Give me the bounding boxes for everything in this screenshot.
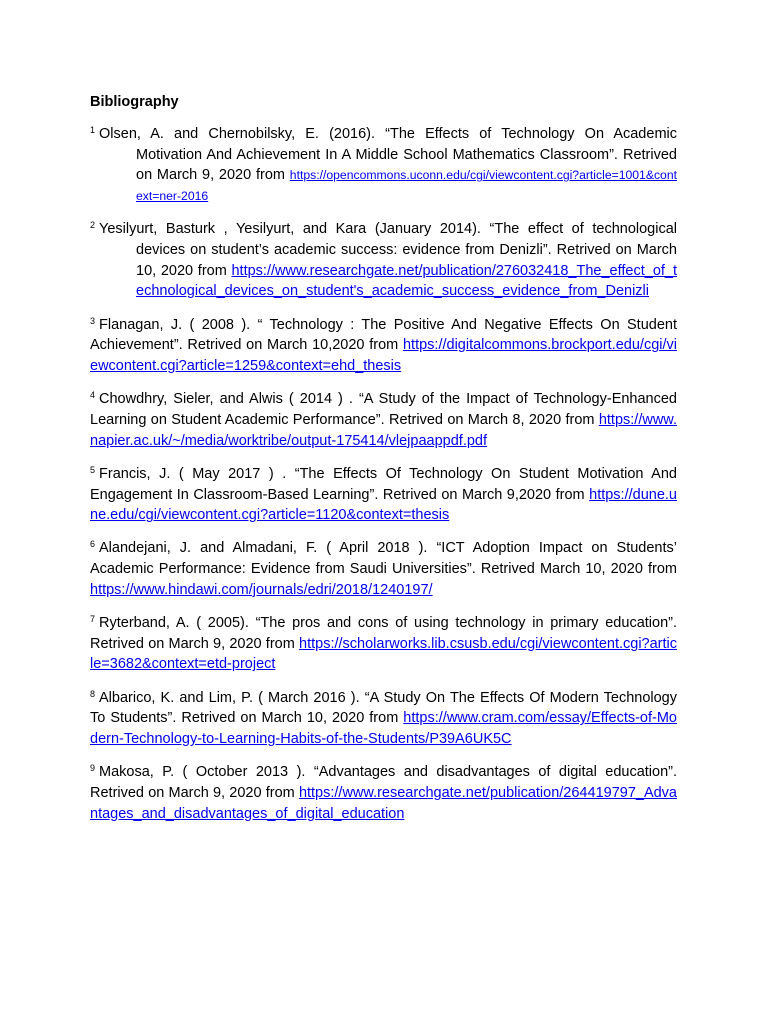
entry-link[interactable]: https://digitalcommons.brockport.edu/cgi/viewcontent.cgi?article=1259&context=ehd_thesis [90, 337, 677, 375]
bibliography-entry-6 [90, 538, 677, 600]
entry-text: Flanagan, J. ( 2008 ). “ Technology : The Positive And Negative Effects On Student Achievement”. Retrived on March 10,2020 from [90, 316, 677, 354]
entry-link[interactable]: https://www.researchgate.net/publication/276032418_The_effect_of_technological_devices_on_student's_academic_success_evidence_from_Denizli [136, 262, 677, 300]
footnote-number: 8 [90, 688, 96, 699]
footnote-number: 4 [90, 390, 96, 401]
entry-text: Chowdhry, Sieler, and Alwis ( 2014 ) . “A Study of the Impact of Technology-Enhanced Learning on Student Academic Performance”. Retrived on March 8, 2020 from [90, 391, 677, 428]
entry-text: Albarico, K. and Lim, P. ( March 2016 ). “A Study On The Effects Of Modern Technology To Students”. Retrived on March 10, 2020 from [90, 689, 677, 727]
entry-text: Francis, J. ( May 2017 ) . “The Effects Of Technology On Student Motivation And Engagement In Classroom-Based Learning”. Retrived on March 9,2020 from [90, 465, 677, 503]
footnote-number: 2 [90, 220, 96, 231]
entry-link[interactable]: https://www.hindawi.com/journals/edri/2018/1240197/ [90, 581, 433, 598]
entry-link[interactable]: https://dune.une.edu/cgi/viewcontent.cgi?article=1120&context=thesis [90, 486, 677, 524]
bibliography-entry-9 [90, 762, 677, 824]
bibliography-page [90, 92, 677, 837]
footnote-number: 1 [90, 125, 96, 135]
bibliography-entry-7 [90, 613, 677, 675]
footnote-number: 7 [90, 614, 96, 625]
entry-link[interactable]: https://www.napier.ac.uk/~/media/worktribe/output-175414/vlejpaappdf.pdf [90, 411, 677, 449]
entry-link[interactable]: https://www.cram.com/essay/Effects-of-Modern-Technology-to-Learning-Habits-of-the-Students/P39A6UK5C [90, 710, 677, 748]
footnote-number: 9 [90, 763, 96, 774]
entry-text: Alandejani, J. and Almadani, F. ( April 2018 ). “ICT Adoption Impact on Students’ Academic Performance: Evidence from Saudi Universities”. Retrived March 10, 2020 from [90, 540, 677, 578]
bibliography-entry-3 [90, 315, 677, 377]
footnote-number: 3 [90, 315, 96, 326]
bibliography-entry-2 [90, 219, 677, 302]
entry-link[interactable]: https://www.researchgate.net/publication/264419797_Advantages_and_disadvantages_of_digital_education [90, 784, 677, 822]
entry-text: Makosa, P. ( October 2013 ). “Advantages and disadvantages of digital education”. Retrived on March 9, 2020 from [90, 764, 677, 801]
bibliography-entry-1 [90, 124, 677, 207]
bibliography-entry-4 [90, 389, 677, 451]
entry-text: Olsen, A. and Chernobilsky, E. (2016). “The Effects of Technology On Academic Motivation And Achievement In A Middle School Mathematics Classroom”. Retrived on March 9, 2020 from [99, 126, 677, 184]
entry-link[interactable]: https://opencommons.uconn.edu/cgi/viewcontent.cgi?article=1001&context=ner-2016 [136, 168, 677, 204]
page-title: Bibliography [90, 94, 179, 110]
footnote-number: 5 [90, 464, 96, 475]
footnote-number: 6 [90, 539, 96, 550]
entry-text: Ryterband, A. ( 2005). “The pros and cons of using technology in primary education”. Retrived on March 9, 2020 from [90, 615, 677, 652]
bibliography-entry-8 [90, 688, 677, 750]
bibliography-entry-5 [90, 464, 677, 526]
entry-link[interactable]: https://scholarworks.lib.csusb.edu/cgi/viewcontent.cgi?article=3682&context=etd-project [90, 635, 677, 673]
entry-text: Yesilyurt, Basturk , Yesilyurt, and Kara (January 2014). “The effect of technological devices on student’s academic success: evidence from Denizli”. Retrived on March 10, 2020 from [99, 221, 677, 279]
